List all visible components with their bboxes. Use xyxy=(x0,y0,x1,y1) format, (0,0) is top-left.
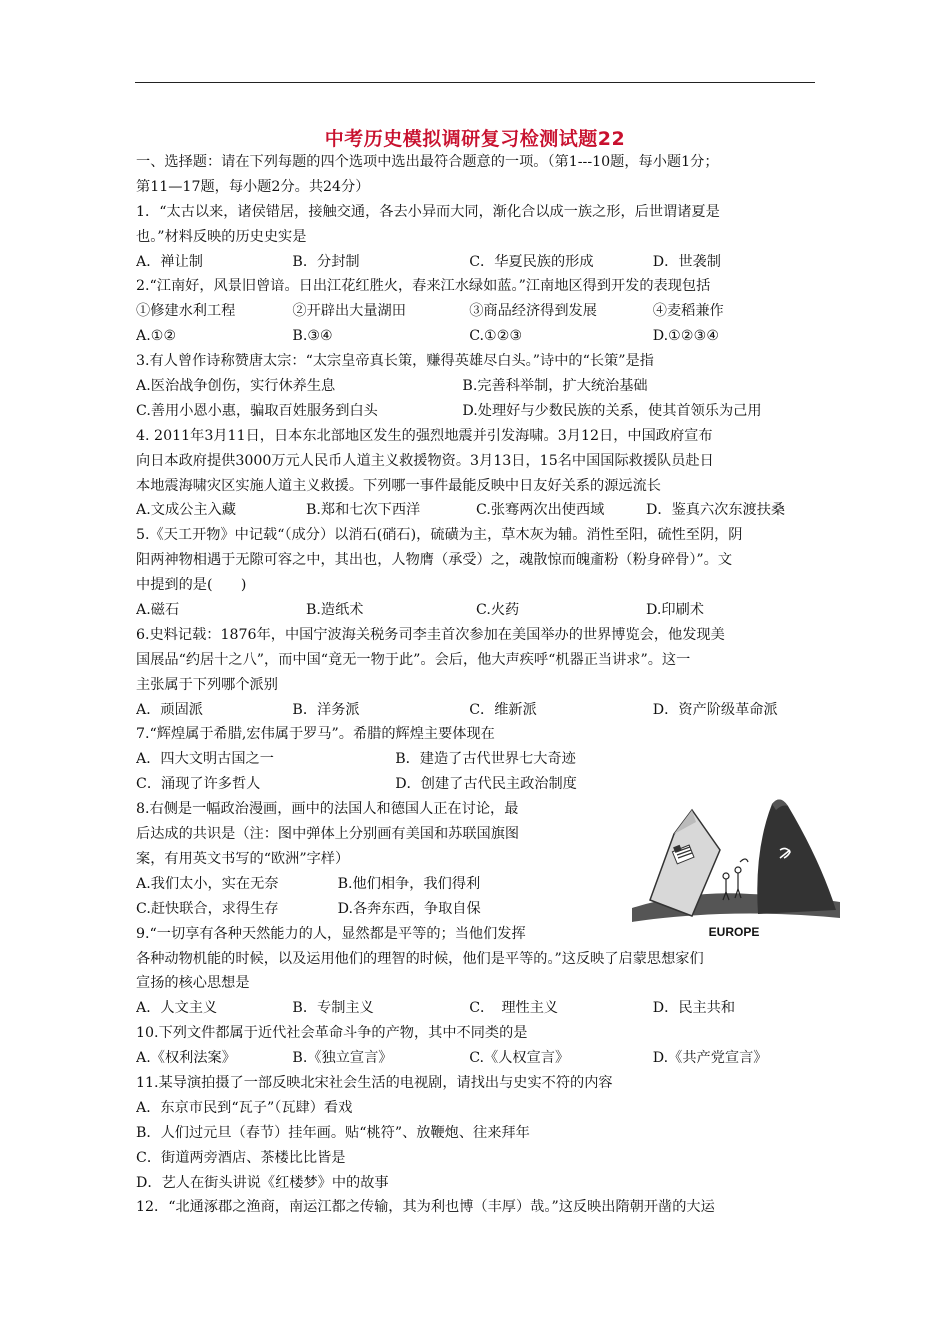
question-3: 3.有人曾作诗称赞唐太宗：“太宗皇帝真长策，赚得英雄尽白头。”诗中的“长策”是指 xyxy=(136,353,654,370)
question-1-options xyxy=(136,250,816,275)
section-instruction: 一、选择题：请在下列每题的四个选项中选出最符合题意的一项。（第1---10题，每小题1分； xyxy=(136,154,719,170)
option: B.完善科举制，扩大统治基础 xyxy=(462,378,648,395)
question-7-options xyxy=(136,747,616,772)
political-cartoon-image xyxy=(630,790,842,942)
item: ①修建水利工程 xyxy=(136,303,236,320)
question-5-options xyxy=(136,598,816,623)
option: A.《权利法案》 xyxy=(136,1050,236,1067)
question-8-options xyxy=(136,897,616,922)
option: B．人们过元旦（春节）挂年画。贴“桃符”、放鞭炮、往来拜年 xyxy=(136,1124,530,1141)
question-8-options xyxy=(136,872,616,897)
question-11: 11.某导演拍摄了一部反映北宋社会生活的电视剧，请找出与史实不符的内容 xyxy=(136,1074,613,1091)
option: D．民主共和 xyxy=(652,1000,736,1017)
question-3-options xyxy=(136,399,816,424)
option: C．街道两旁酒店、茶楼比比皆是 xyxy=(136,1149,346,1166)
option: B．分封制 xyxy=(292,253,360,270)
option: B.他们相争，我们得利 xyxy=(337,875,481,892)
option: C． 理性主义 xyxy=(469,1000,559,1017)
section-instruction: 第11—17题，每小题2分。共24分） xyxy=(136,178,370,195)
option: D．世袭制 xyxy=(652,253,721,270)
question-5: 中提到的是( ) xyxy=(136,577,247,594)
option: B．洋务派 xyxy=(292,701,360,718)
option: B.造纸术 xyxy=(306,602,364,619)
option: A.医治战争创伤，实行休养生息 xyxy=(136,378,336,395)
question-8: 案，有用英文书写的“欧洲”字样） xyxy=(136,850,350,867)
header-rule xyxy=(135,82,815,83)
question-12: 12．“北通涿郡之渔商，南运江都之传输，其为利也博（丰厚）哉。”这反映出隋朝开凿的大运 xyxy=(136,1199,715,1216)
option: B．建造了古代世界七大奇迹 xyxy=(395,751,576,768)
option: C．维新派 xyxy=(469,701,537,718)
question-9: 宣扬的核心思想是 xyxy=(136,975,250,992)
item: ②开辟出大量湖田 xyxy=(292,303,406,320)
option: C.①②③ xyxy=(469,328,523,345)
option: D．鉴真六次东渡扶桑 xyxy=(646,502,786,519)
option: B．专制主义 xyxy=(292,1000,374,1017)
item: ③商品经济得到发展 xyxy=(469,303,597,320)
question-4: 4. 2011年3月11日，日本东北部地区发生的强烈地震并引发海啸。3月12日，中国政府宣布 xyxy=(136,427,713,444)
option: D．艺人在街头讲说《红楼梦》中的故事 xyxy=(136,1174,389,1191)
option: A.我们太小，实在无奈 xyxy=(136,875,279,892)
option: A．四大文明古国之一 xyxy=(136,751,274,768)
option: D.印刷术 xyxy=(646,602,704,619)
question-4-options xyxy=(136,498,816,523)
option: C.善用小恩小惠，骗取百姓服务到白头 xyxy=(136,402,378,419)
question-10-options xyxy=(136,1046,816,1071)
question-8: 8.右侧是一幅政治漫画，画中的法国人和德国人正在讨论，最 xyxy=(136,801,519,818)
question-2-options xyxy=(136,324,816,349)
option: A.文成公主入藏 xyxy=(136,502,236,519)
question-8: 后达成的共识是（注：图中弹体上分别画有美国和苏联国旗图 xyxy=(136,826,520,843)
question-5: 阳两神物相遇于无隙可容之中，其出也，人物膺（承受）之，魂散惊而魄齑粉（粉身碎骨）”。文 xyxy=(136,552,733,569)
question-6-options xyxy=(136,698,816,723)
option: C.张骞两次出使西域 xyxy=(476,502,605,519)
question-9: 各种动物机能的时候，以及运用他们的理智的时候，他们是平等的。”这反映了启蒙思想家们 xyxy=(136,950,704,967)
option: A．顽固派 xyxy=(136,701,203,718)
option: D．创建了古代民主政治制度 xyxy=(395,776,577,793)
question-1: 也。”材料反映的历史史实是 xyxy=(136,228,307,245)
question-3-options xyxy=(136,374,816,399)
option: C.火药 xyxy=(476,602,520,619)
option: B.《独立宣言》 xyxy=(292,1050,393,1067)
option: B.③④ xyxy=(292,328,333,345)
option: C．涌现了许多哲人 xyxy=(136,776,261,793)
question-10: 10.下列文件都属于近代社会革命斗争的产物，其中不同类的是 xyxy=(136,1025,528,1042)
option: C.赶快联合，求得生存 xyxy=(136,900,279,917)
question-4: 向日本政府提供3000万元人民币人道主义救援物资。3月13日，15名中国国际救援队员赴日 xyxy=(136,452,714,469)
option: C．华夏民族的形成 xyxy=(469,253,594,270)
option: A．人文主义 xyxy=(136,1000,218,1017)
option: A.①② xyxy=(136,328,177,345)
question-2-items xyxy=(136,299,816,324)
option: D.《共产党宣言》 xyxy=(652,1050,768,1067)
question-6: 国展品“约居十之八”，而中国“竟无一物于此”。会后，他大声疾呼“机器正当讲求”。这一 xyxy=(136,651,691,668)
option: D.①②③④ xyxy=(652,328,720,345)
option: C.《人权宣言》 xyxy=(469,1050,570,1067)
question-5: 5.《天工开物》中记载“（成分）以消石(硝石)，硫磺为主，草木灰为辅。消性至阳，硫性至阴，阴 xyxy=(136,527,743,544)
question-4: 本地震海啸灾区实施人道主义救援。下列哪一事件最能反映中日友好关系的源远流长 xyxy=(136,477,661,494)
question-7-options xyxy=(136,772,616,797)
question-6: 6.史料记载：1876年，中国宁波海关税务司李圭首次参加在美国举办的世界博览会，他发现美 xyxy=(136,626,725,643)
option: A.磁石 xyxy=(136,602,180,619)
question-7: 7.“辉煌属于希腊,宏伟属于罗马”。希腊的辉煌主要体现在 xyxy=(136,726,495,743)
europe-label: EUROPE xyxy=(708,925,760,939)
option: B.郑和七次下西洋 xyxy=(306,502,421,519)
question-6: 主张属于下列哪个派别 xyxy=(136,676,278,693)
option: A．禅让制 xyxy=(136,253,203,270)
question-2: 2.“江南好，风景旧曾谙。日出江花红胜火，春来江水绿如蓝。”江南地区得到开发的表现包括 xyxy=(136,278,711,295)
exam-content xyxy=(136,150,816,1220)
option: D.各奔东西，争取自保 xyxy=(337,900,481,917)
question-1: 1．“太古以来，诸侯错居，接触交通，各去小异而大同，渐化合以成一族之形，后世谓诸夏是 xyxy=(136,203,720,220)
question-9: 9.“一切享有各种天然能力的人，显然都是平等的；当他们发挥 xyxy=(136,925,526,942)
option: D．资产阶级革命派 xyxy=(652,701,778,718)
option: D.处理好与少数民族的关系，使其首领乐为己用 xyxy=(462,402,762,419)
item: ④麦稻兼作 xyxy=(652,303,724,320)
question-9-options xyxy=(136,996,816,1021)
option: A．东京市民到“瓦子”（瓦肆）看戏 xyxy=(136,1099,353,1116)
page-title: 中考历史模拟调研复习检测试题22 xyxy=(324,128,626,150)
